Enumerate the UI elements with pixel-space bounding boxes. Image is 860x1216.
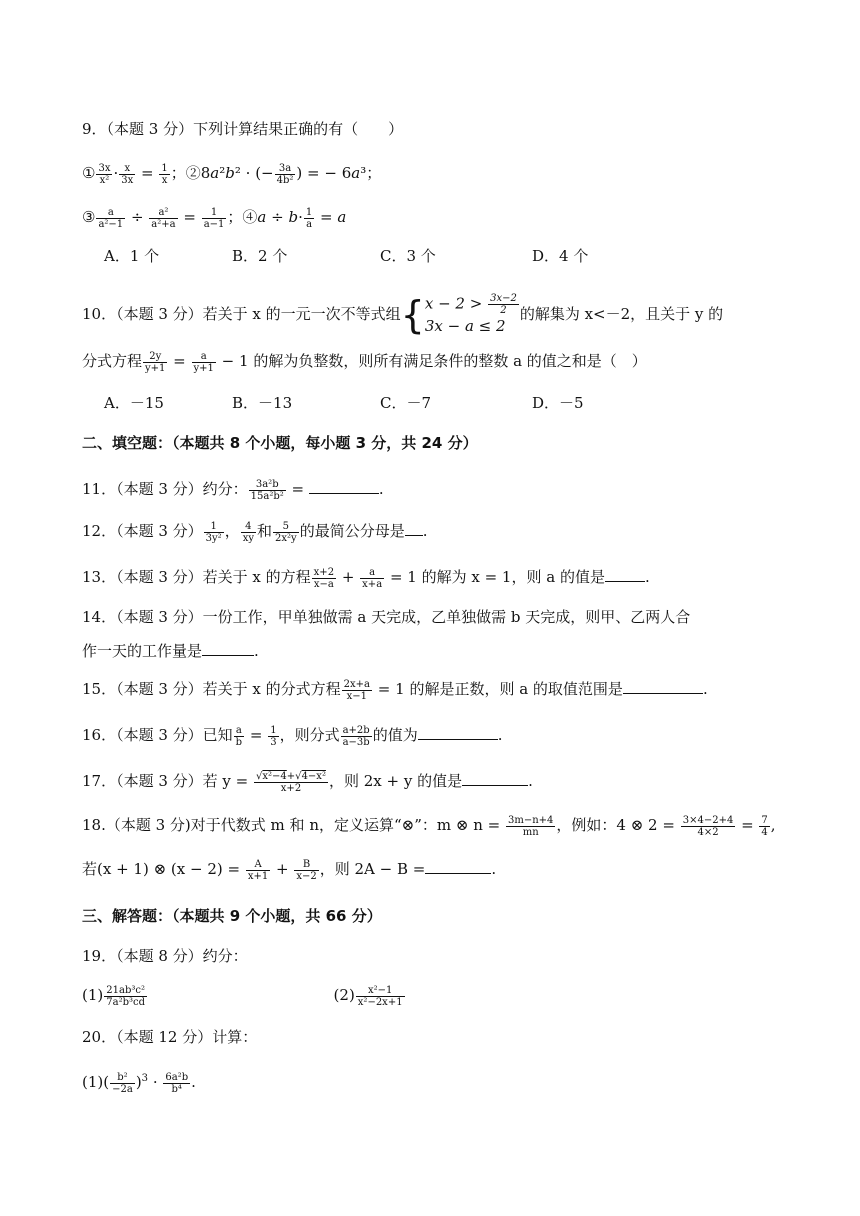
answer-blank[interactable] bbox=[405, 521, 423, 536]
answer-blank[interactable] bbox=[418, 725, 498, 740]
question-10-options bbox=[104, 392, 584, 414]
question-9-items-3-4: ③ $\frac{a}{\text{a²−1}}$ ÷ $\frac{\text{a²}}{\text{a²+a}}$ = $\frac{1}{a-1}$ ；④a ÷ b· $\frac{1}{a}$ = a bbox=[82, 206, 347, 230]
question-17-stem-b: ，则 2x + y 的值是 bbox=[328, 772, 463, 790]
option-d: D．4 个 bbox=[532, 247, 589, 265]
option-c: C．－7 bbox=[380, 394, 432, 412]
option-a: A．－15 bbox=[104, 394, 164, 412]
answer-blank[interactable] bbox=[309, 479, 379, 494]
question-12-stem: 12．（本题 3 分） bbox=[82, 522, 203, 540]
question-10-line-1: 10．（本题 3 分）若关于 x 的一元一次不等式组{ x − 2 > $\frac{3x-2}{2}$ 3x − a ≤ 2 的解集为 x<－2，且关于 y 的 bbox=[82, 293, 724, 337]
section-heading-solve: 三、解答题：（本题共 9 个小题，共 66 分） bbox=[82, 907, 382, 925]
answer-blank[interactable] bbox=[425, 859, 491, 874]
question-15-stem-b: = 1 的解是正数，则 a 的取值范围是 bbox=[377, 680, 623, 698]
question-13-stem-b: = 1 的解为 x = 1，则 a 的值是 bbox=[389, 568, 605, 586]
answer-blank[interactable] bbox=[623, 679, 703, 694]
option-d: D．－5 bbox=[532, 394, 584, 412]
question-9-items-1-2: ① $\frac{3x}{\text{x²}}$ · $\frac{x}{3x}$ = $\frac{1}{x}$ ；②8a²b² · (− $\frac{3a}{\text{4b²}}$ ) = − 6a³； bbox=[82, 162, 382, 186]
question-20-stem: 20．（本题 12 分）计算： bbox=[82, 1028, 258, 1046]
question-10-stem-a: 10．（本题 3 分）若关于 x 的一元一次不等式组 bbox=[82, 305, 401, 323]
question-15: 15．（本题 3 分）若关于 x 的分式方程 $\frac{2x+a}{x-1}$ = 1 的解是正数，则 a 的取值范围是 . bbox=[82, 678, 708, 702]
question-12-stem-b: 的最简公分母是 bbox=[299, 522, 405, 540]
question-18-stem: 18.（本题 3 分)对于代数式 m 和 n，定义运算“⊗”：m ⊗ n = bbox=[82, 816, 501, 834]
question-15-stem: 15．（本题 3 分）若关于 x 的分式方程 bbox=[82, 680, 341, 698]
question-12: 12．（本题 3 分） $\frac{1}{\text{3y²}}$ ， $\frac{4}{xy}$ 和 $\frac{5}{\text{2x²y}}$ 的最简公分母是 . bbox=[82, 520, 428, 544]
question-18-stem-b: ，例如：4 ⊗ 2 = bbox=[556, 816, 675, 834]
section-heading-fill-in: 二、填空题：（本题共 8 个小题，每小题 3 分，共 24 分） bbox=[82, 434, 478, 452]
option-b: B．2 个 bbox=[232, 247, 288, 265]
question-18-line-1: 18.（本题 3 分)对于代数式 m 和 n，定义运算“⊗”：m ⊗ n = $\frac{3m-n+4}{mn}$ ，例如：4 ⊗ 2 = $\frac{3\times 4-2+4}{4\times 2}$ = $\frac{7}{4}$ , bbox=[82, 814, 776, 838]
question-14-line-2: 作一天的工作量是 . bbox=[82, 642, 259, 660]
option-c: C．3 个 bbox=[380, 247, 436, 265]
question-20-part-1: (1)( $\frac{\text{b²}}{-2a}$ )$^3$ · $\frac{\text{6a²b}}{\text{b⁴}}$ . bbox=[82, 1071, 196, 1095]
question-13-stem: 13．（本题 3 分）若关于 x 的方程 bbox=[82, 568, 311, 586]
question-17-stem: 17．（本题 3 分）若 y = bbox=[82, 772, 249, 790]
question-16: 16．（本题 3 分）已知 $\frac{a}{b}$ = $\frac{1}{3}$ ，则分式 $\frac{a+2b}{a-3b}$ 的值为 . bbox=[82, 724, 503, 748]
question-10-stem-b: 的解集为 x<－2，且关于 y 的 bbox=[519, 305, 724, 323]
option-a: A．1 个 bbox=[104, 247, 160, 265]
question-10-line-2: 分式方程 $\frac{2y}{y+1}$ = $\frac{a}{y+1}$ − 1 的解为负整数，则所有满足条件的整数 a 的值之和是（ ） bbox=[82, 350, 647, 374]
question-17: 17．（本题 3 分）若 y = $\frac{\text{√x²−4+√4−x²}}{x+2}$ ，则 2x + y 的值是 . bbox=[82, 770, 533, 794]
answer-blank[interactable] bbox=[605, 567, 645, 582]
question-18-stem-d: ，则 2A − B = bbox=[319, 860, 426, 878]
question-10-stem-c: 分式方程 bbox=[82, 352, 143, 370]
answer-blank[interactable] bbox=[202, 641, 254, 656]
question-14-stem-b: 作一天的工作量是 bbox=[82, 642, 203, 660]
question-19-parts: (1) $\frac{\text{21ab³c²}}{\text{7a²b³cd}}$ (2) $\frac{\text{x²−1}}{\text{x²−2x+1}}$ bbox=[82, 984, 403, 1008]
question-9-stem: 9．（本题 3 分）下列计算结果正确的有（ ） bbox=[82, 120, 404, 138]
question-11-stem: 11．（本题 3 分）约分： bbox=[82, 480, 248, 498]
question-19-stem: 19．（本题 8 分）约分： bbox=[82, 947, 248, 965]
question-16-stem-b: ，则分式 bbox=[279, 726, 340, 744]
question-16-stem-c: 的值为 bbox=[372, 726, 418, 744]
question-11: 11．（本题 3 分）约分： $\frac{\text{3a²b}}{\text{15a²b²}}$ = . bbox=[82, 478, 384, 502]
question-9-options bbox=[104, 245, 588, 267]
option-b: B．－13 bbox=[232, 394, 293, 412]
question-13: 13．（本题 3 分）若关于 x 的方程 $\frac{x+2}{x-a}$ + $\frac{a}{x+a}$ = 1 的解为 x = 1，则 a 的值是 . bbox=[82, 566, 650, 590]
question-18-stem-c: 若(x + 1) ⊗ (x − 2) = bbox=[82, 860, 241, 878]
question-10-stem-d: 的解为负整数，则所有满足条件的整数 a 的值之和是（ ） bbox=[253, 352, 647, 370]
question-14-line-1: 14．（本题 3 分）一份工作，甲单独做需 a 天完成，乙单独做需 b 天完成，则甲、乙两人合 bbox=[82, 608, 691, 626]
question-16-stem: 16．（本题 3 分）已知 bbox=[82, 726, 233, 744]
question-18-line-2: 若(x + 1) ⊗ (x − 2) = $\frac{A}{x+1}$ + $\frac{B}{x-2}$ ，则 2A − B = . bbox=[82, 858, 497, 882]
answer-blank[interactable] bbox=[462, 771, 528, 786]
